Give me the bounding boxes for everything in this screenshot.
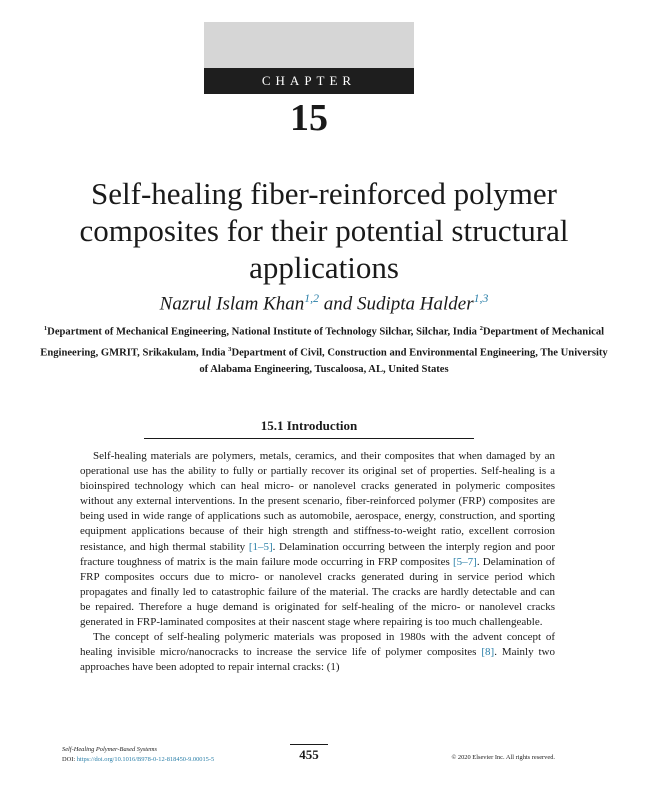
section-heading: 15.1 Introduction: [144, 418, 474, 439]
citation-link[interactable]: [5–7]: [452, 555, 477, 568]
author-connector: and: [319, 293, 357, 315]
chapter-title: Self-healing fiber-reinforced polymer composites for their potential structural applications: [79, 176, 569, 285]
footer-source: [62, 745, 292, 765]
paragraph-text: Self-healing materials are polymers, metals, ceramics, and their composites that when damaged by an operational use has the ability to fully or partially recover its original set of properties. Self-healing is a bioinspired technology which can heal micro- or nanolevel cracks generated in polymeric composites without any external interventions. In the present scenario, fiber-reinforced polymer (FRP) composites are being used in wide range of applications such as automobile, aerospace, energy, construction, and sporting equipment applications because of their high strength and stiffness-to-weight ratio, excellent corrosion resistance, and high thermal stability: [80, 450, 555, 553]
affiliation-text: Department of Mechanical Engineering, GMRIT, Srikakulam, India: [40, 326, 605, 359]
citation-link[interactable]: [8]: [481, 646, 495, 659]
affiliation-text: Department of Mechanical Engineering, National Institute of Technology Silchar, Silchar, India: [47, 326, 480, 338]
copyright-notice: © 2020 Elsevier Inc. All rights reserved.: [451, 754, 555, 761]
author-line: [60, 286, 588, 317]
doi-label: DOI:: [62, 756, 77, 763]
affiliation-marker: 1: [43, 325, 48, 332]
affiliation-ref[interactable]: 1,2: [304, 292, 319, 305]
paragraph: [80, 449, 555, 630]
affiliation-ref[interactable]: 1,3: [473, 292, 489, 305]
author-name: Sudipta Halder: [357, 293, 474, 315]
doi-link[interactable]: https://doi.org/10.1016/B978-0-12-818450-9.00015-5: [76, 756, 215, 763]
paragraph-text: . Mainly two approaches have been adopted to repair internal cracks: (1): [80, 646, 555, 674]
affiliation-marker: 3: [228, 345, 232, 353]
author-name: Nazrul Islam Khan: [159, 293, 305, 315]
affiliation-marker: 2: [479, 325, 483, 332]
book-title: Self-Healing Polymer-Based Systems: [62, 746, 157, 753]
paragraph-text: The concept of self-healing polymeric materials was proposed in 1980s with the advent concept of healing invisible micro/nanocracks to increase the service life of polymer composites: [80, 631, 555, 659]
citation-link[interactable]: [1–5]: [248, 540, 273, 553]
paragraph: [80, 630, 555, 675]
paragraph-text: . Delamination occurring between the interply region and poor fracture toughness of matrix is the main failure mode occurring in FRP composites: [80, 540, 555, 568]
chapter-number: 15: [290, 97, 328, 139]
chapter-label: CHAPTER: [204, 68, 414, 94]
body-text: [80, 449, 555, 675]
affiliations: [40, 320, 608, 379]
page-number: 455: [290, 744, 328, 763]
paragraph-text: . Delamination of FRP composites occurs due to micro- or nanolevel cracks generated during in service period which propagates and finally led to catastrophic failure of the material. The cracks are hardly detectable and can be repaired. Therefore a huge demand is originated for self-healing of the micro- or nanolevel cracks generated in FRP-laminated composites at their nascent stage where repairing is too much challengeable.: [80, 555, 556, 629]
affiliation-text: Department of Civil, Construction and Environmental Engineering, The University of Alabama Engineering, Tuscaloosa, AL, United States: [199, 347, 608, 376]
